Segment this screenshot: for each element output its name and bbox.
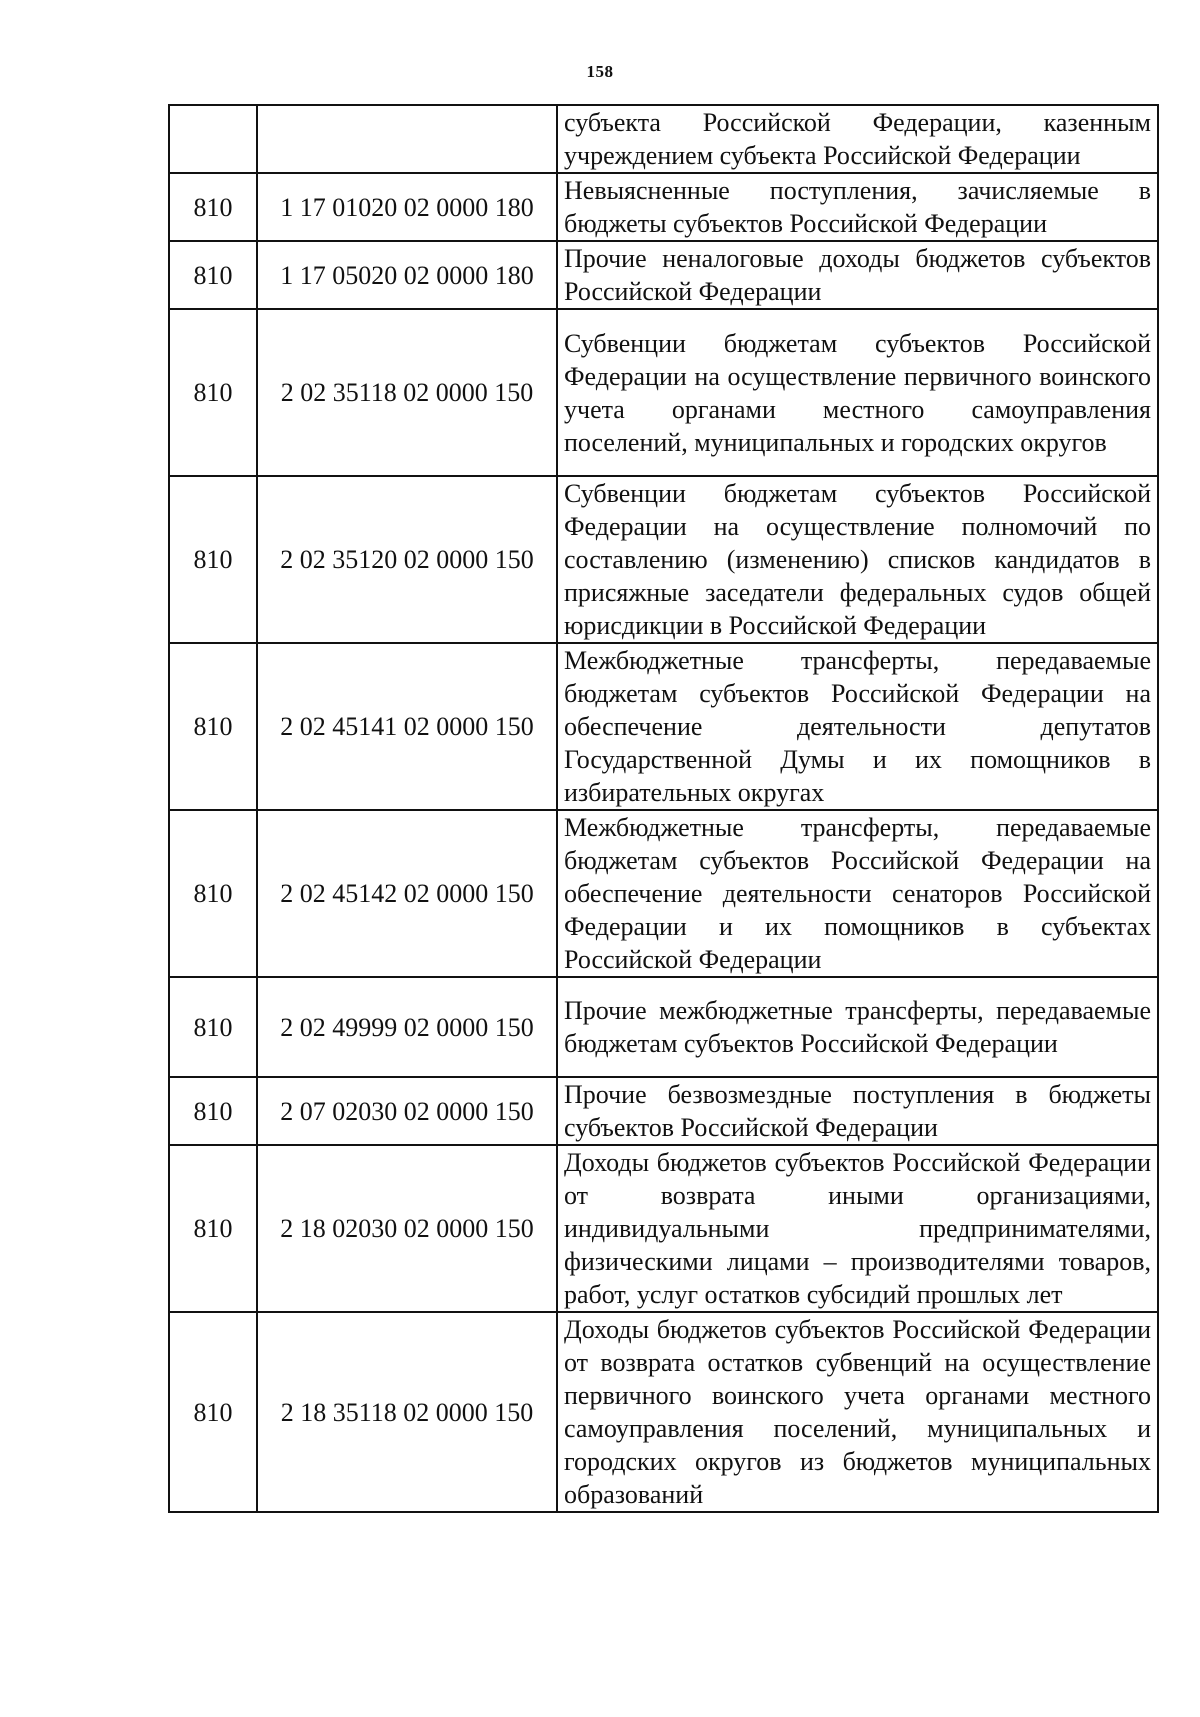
table-row — [169, 1077, 1158, 1145]
table-row — [169, 241, 1158, 309]
admin-code-cell: 810 — [169, 643, 257, 810]
admin-code-cell: 810 — [169, 1312, 257, 1512]
admin-code-cell — [169, 105, 257, 173]
budget-code-cell: 2 07 02030 02 0000 150 — [257, 1077, 557, 1145]
income-name-cell: Прочие неналоговые доходы бюджетов субъектов Российской Федерации — [557, 241, 1158, 309]
admin-code-cell: 810 — [169, 1145, 257, 1312]
table-row — [169, 476, 1158, 643]
income-name-cell: субъекта Российской Федерации, казенным учреждением субъекта Российской Федерации — [557, 105, 1158, 173]
admin-code-cell: 810 — [169, 476, 257, 643]
budget-code-cell — [257, 105, 557, 173]
income-codes-table — [168, 104, 1159, 1513]
table-row — [169, 977, 1158, 1077]
budget-code-cell: 2 02 45141 02 0000 150 — [257, 643, 557, 810]
admin-code-cell: 810 — [169, 173, 257, 241]
table-row — [169, 643, 1158, 810]
income-name-cell: Субвенции бюджетам субъектов Российской Федерации на осуществление первичного воинского учета органами местного самоуправления поселений, муниципальных и городских округов — [557, 309, 1158, 476]
income-name-cell: Прочие межбюджетные трансферты, передаваемые бюджетам субъектов Российской Федерации — [557, 977, 1158, 1077]
income-name-cell: Доходы бюджетов субъектов Российской Федерации от возврата остатков субвенций на осуществление первичного воинского учета органами местного самоуправления поселений, муниципальных и городских округов из бюджетов муниципальных образований — [557, 1312, 1158, 1512]
income-name-cell: Межбюджетные трансферты, передаваемые бюджетам субъектов Российской Федерации на обеспечение деятельности сенаторов Российской Федерации и их помощников в субъектах Российской Федерации — [557, 810, 1158, 977]
table-row — [169, 810, 1158, 977]
income-name-cell: Невыясненные поступления, зачисляемые в бюджеты субъектов Российской Федерации — [557, 173, 1158, 241]
admin-code-cell: 810 — [169, 309, 257, 476]
admin-code-cell: 810 — [169, 241, 257, 309]
admin-code-cell: 810 — [169, 977, 257, 1077]
table-row — [169, 105, 1158, 173]
budget-code-cell: 2 02 35118 02 0000 150 — [257, 309, 557, 476]
table-row — [169, 309, 1158, 476]
admin-code-cell: 810 — [169, 810, 257, 977]
income-name-cell: Доходы бюджетов субъектов Российской Федерации от возврата иными организациями, индивидуальными предпринимателями, физическими лицами – производителями товаров, работ, услуг остатков субсидий прошлых лет — [557, 1145, 1158, 1312]
table-row — [169, 1312, 1158, 1512]
budget-code-cell: 1 17 05020 02 0000 180 — [257, 241, 557, 309]
table-row — [169, 173, 1158, 241]
income-name-cell: Субвенции бюджетам субъектов Российской Федерации на осуществление полномочий по составлению (изменению) списков кандидатов в присяжные заседатели федеральных судов общей юрисдикции в Российской Федерации — [557, 476, 1158, 643]
budget-code-cell: 2 18 02030 02 0000 150 — [257, 1145, 557, 1312]
budget-code-cell: 2 02 35120 02 0000 150 — [257, 476, 557, 643]
budget-code-cell: 1 17 01020 02 0000 180 — [257, 173, 557, 241]
admin-code-cell: 810 — [169, 1077, 257, 1145]
budget-code-cell: 2 02 45142 02 0000 150 — [257, 810, 557, 977]
budget-code-cell: 2 02 49999 02 0000 150 — [257, 977, 557, 1077]
income-name-cell: Прочие безвозмездные поступления в бюджеты субъектов Российской Федерации — [557, 1077, 1158, 1145]
table-row — [169, 1145, 1158, 1312]
page-number: 158 — [586, 62, 614, 81]
income-name-cell: Межбюджетные трансферты, передаваемые бюджетам субъектов Российской Федерации на обеспечение деятельности депутатов Государственной Думы и их помощников в избирательных округах — [557, 643, 1158, 810]
budget-code-cell: 2 18 35118 02 0000 150 — [257, 1312, 557, 1512]
